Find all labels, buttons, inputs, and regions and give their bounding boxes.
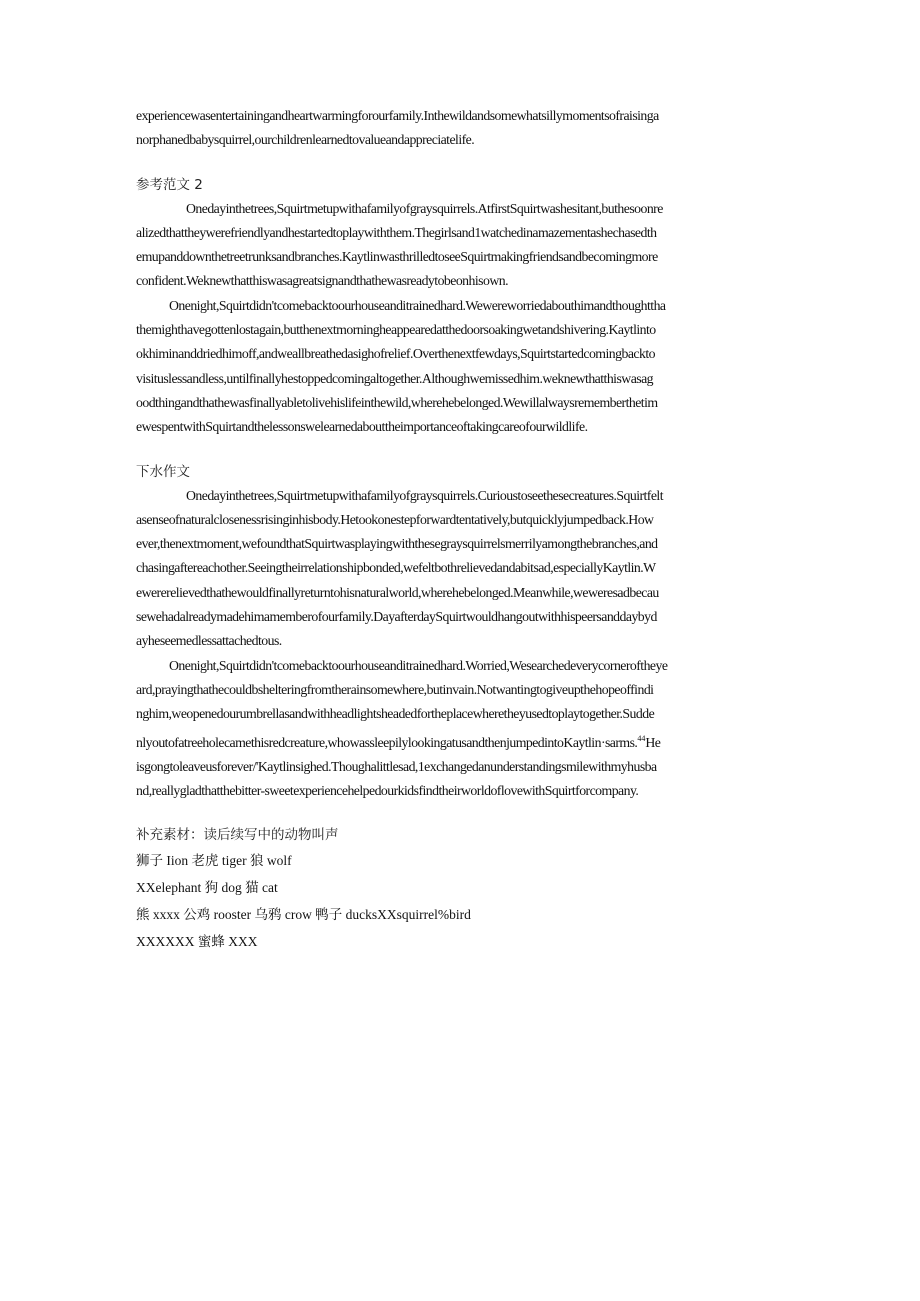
section-supplement (136, 823, 782, 955)
text-line: themighthavegottenlostagain,butthenextmorningheappearedatthedoorsoakingwetandshivering.Kaytlinto (136, 322, 656, 338)
section-heading: 下水作文 (136, 463, 190, 480)
paragraph (136, 197, 782, 294)
paragraph (136, 294, 782, 440)
text-line: isgongtoleaveusforever/'Kaytlinsighed.Thoughalittlesad,1exchangedanunderstandingsmilewithmyhusba (136, 758, 657, 774)
paragraph (136, 484, 782, 654)
text-line (136, 727, 782, 755)
text-line: alizedthattheywerefriendlyandhestartedtoplaywiththem.Thegirlsand1watchedinamazementashechasedth (136, 224, 657, 240)
text-line: Onenight,Squirtdidn'tcomebacktoourhouseanditrainedhard.Wewereworriedabouthimandthoughttha (169, 297, 666, 313)
text-line: ard,prayingthathecouldbshelteringfromtherainsomewhere,butinvain.Notwantingtogiveupthehopeoffindi (136, 681, 654, 697)
vocab-row: XXelephant 狗 dog 猫 cat (136, 880, 278, 896)
text-line: chasingaftereachother.Seeingtheirrelationshipbonded,wefeltbothrelievedandabitsad,especiallyKaytlin.W (136, 560, 656, 576)
section-sample-2 (136, 173, 782, 440)
section-model-essay (136, 460, 782, 804)
text-line: experiencewasentertainingandheartwarmingforourfamily.Inthewildandsomewhatsillymomentsofraisinga (136, 108, 659, 123)
text-line: ayheseemedlessattachedtous. (136, 633, 282, 649)
text-line: Onedayinthetrees,Squirtmetupwithafamilyofgraysquirrels.Curioustoseethesecreatures.Squirtfelt (186, 487, 663, 503)
superscript-mark: 44 (637, 733, 646, 743)
text-run: nlyoutofatreeholecamethisredcreature,whowassleepilylookingatusandthenjumpedintoKaytlin·sarms. (136, 734, 638, 750)
text-run: He (645, 734, 661, 750)
text-line: visituslessandless,untilfinallyhestoppedcomingaltogether.Althoughwemissedhim.weknewthatthiswasag (136, 370, 654, 386)
text-line: nghim,weopenedourumbrellasandwithheadlightsheadedfortheplacewheretheyusedtoplaytogether.Sudde (136, 706, 655, 722)
text-line: sewehadalreadymadehimamemberofourfamily.DayafterdaySquirtwouldhangoutwithhispeersanddaybyd (136, 609, 657, 625)
section-heading: 补充素材：读后续写中的动物叫声 (136, 827, 339, 844)
text-line: Onedayinthetrees,Squirtmetupwithafamilyofgraysquirrels.AtfirstSquirtwashesitant,buthesoonre (186, 200, 663, 216)
text-line: confident.Weknewthatthiswasagreatsignandthathewasreadytobeonhisown. (136, 273, 508, 289)
vocab-row: XXXXXX 蜜蜂 XXX (136, 934, 258, 950)
document-page (136, 104, 782, 955)
text-line: emupanddownthetreetrunksandbranches.KaytlinwasthrilledtoseeSquirtmakingfriendsandbecomingmore (136, 249, 658, 265)
text-line: oodthingandthathewasfinallyabletolivehislifeinthewild,wherehebelonged.Wewillalwaysrememberthetim (136, 394, 658, 410)
text-line: ever,thenextmoment,wefoundthatSquirtwasplayingwiththesegraysquirrelsmerrilyamongthebranches,and (136, 536, 658, 552)
vocab-row: 狮子 Iion 老虎 tiger 狼 wolf (136, 853, 292, 869)
vocab-row: 熊 xxxx 公鸡 rooster 乌鸦 crow 鸭子 ducksXXsquirrel%bird (136, 907, 471, 923)
text-line: ewererelievedthathewouldfinallyreturntohisnaturalworld,wherehebelonged.Meanwhile,weweresadbecau (136, 584, 659, 600)
section-heading: 参考范文 2 (136, 176, 203, 193)
text-line: Onenight,Squirtdidn'tcomebacktoourhouseanditrainedhard.Worried,Wesearchedeverycorneroftheye (169, 657, 668, 673)
paragraph (136, 654, 782, 804)
text-line: okhiminanddriedhimoff,andweallbreathedasighofrelief.Overthenextfewdays,Squirtstartedcomingbackto (136, 346, 655, 362)
text-line: norphanedbabysquirrel,ourchildrenlearnedtovalueandappreciatelife. (136, 132, 475, 148)
text-line: ewespentwithSquirtandthelessonswelearnedabouttheimportanceoftakingcareofourwildlife. (136, 419, 588, 435)
text-line: asenseofnaturalclosenessrisinginhisbody.Hetookonestepforwardtentatively,butquicklyjumpedback.How (136, 511, 654, 527)
text-line: nd,reallygladthatthebitter-sweetexperiencehelpedourkidsfindtheirworldoflovewithSquirtforcompany. (136, 783, 639, 799)
intro-paragraph (136, 104, 782, 153)
